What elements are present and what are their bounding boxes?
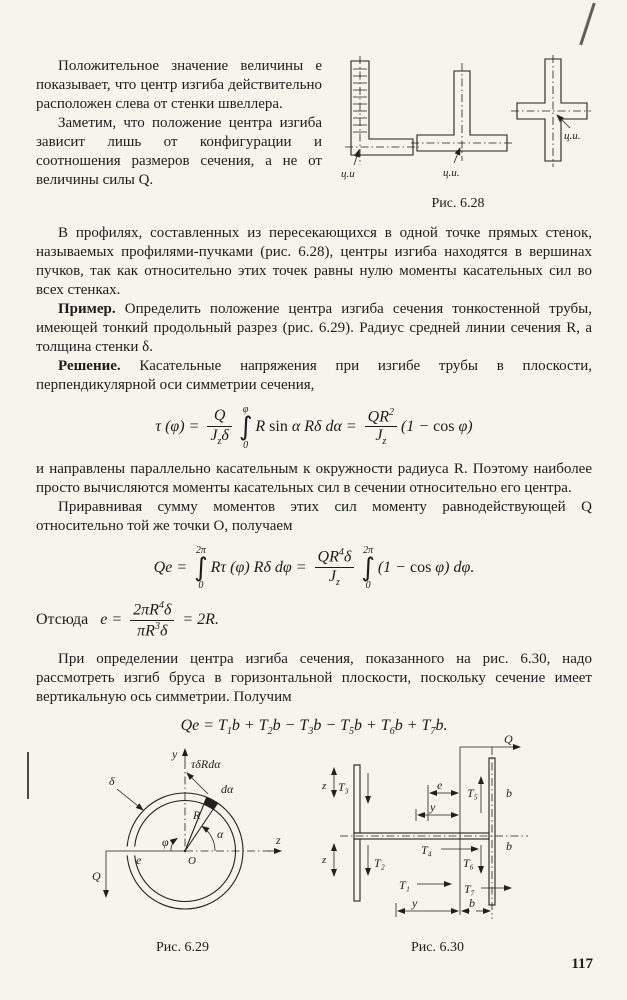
- phi-label: φ: [162, 835, 169, 849]
- e-dimension-label: e: [437, 778, 443, 792]
- profile-cross-section: [511, 55, 591, 167]
- z-axis-label: z: [276, 833, 281, 847]
- figure-6-30-caption: Рис. 6.30: [411, 940, 464, 955]
- q-force-label: Q: [92, 869, 101, 883]
- b-label-middle: b: [506, 839, 512, 853]
- example-paragraph: [36, 300, 592, 357]
- figure-6-29-caption: Рис. 6.29: [156, 940, 209, 955]
- paragraph-tangent-direction: и направлены параллельно касательным к окружности радиуса R. Поэтому наиболее просто вычисляются моменты касательных сил в сечении относительно его центра.: [36, 460, 592, 496]
- paragraph-bundle-profiles: В профилях, составленных из пересекающихся в одной точке прямых стенок, называемых профилями-пучками (рис. 6.28), центры изгиба находятся в вершинах пучков, так как относительно этих точек равны нулю моменты касательных сил во всех стенках.: [36, 225, 592, 298]
- b-label-top: b: [506, 786, 512, 800]
- example-label: Пример.: [58, 301, 116, 317]
- t3-label: T₃: [338, 780, 349, 794]
- q-force-label: Q: [504, 733, 513, 746]
- phi-arc: [171, 838, 177, 851]
- y-dimension-label-top: y: [430, 800, 436, 814]
- radius-label: R: [193, 808, 201, 822]
- z-dimension-label-bottom: z: [322, 854, 327, 866]
- formula-qe-sum: $Qe = T_1b + T_2b - T_3b - T_5b + T_6b + T_7b$.: [180, 716, 448, 737]
- b-label-bottom: b: [469, 896, 475, 910]
- top-left-column: [36, 57, 322, 190]
- solution-label: Решение.: [58, 358, 121, 374]
- formula-moment-integral: Qe = 2π ∫ 0 Rτ (φ) Rδ dφ = $\frac{QR^4\delta}{J_z}$ 2π ∫ 0 (1 − cos φ) dφ.: [153, 544, 475, 592]
- example-text: Определить положение центра изгиба сечения тонкостенной трубы, имеющей тонкий продольный разрез (рис. 6.29). Радиус средней линии сечения R, а толщина стенки δ.: [36, 301, 592, 355]
- figure-6-29-drawing: [70, 733, 295, 931]
- figure-6-30: [320, 733, 555, 956]
- t7-label: T₇: [464, 882, 475, 896]
- t6-label: T₆: [463, 856, 474, 870]
- delta-label: δ: [109, 774, 115, 788]
- figure-6-29: [70, 733, 295, 956]
- alpha-arc: [202, 826, 215, 851]
- dalpha-label: dα: [221, 782, 234, 796]
- shear-center-label-3: ц.и.: [564, 130, 581, 142]
- page-number: 117: [571, 956, 593, 972]
- t4-label: T₄: [421, 843, 432, 857]
- figure-6-30-drawing: [320, 733, 555, 931]
- figure-6-28: [323, 55, 593, 212]
- body-text: [36, 224, 592, 750]
- profile-angle-section: [341, 56, 419, 180]
- t5-label: T₅: [467, 786, 478, 800]
- solution-text: Касательные напряжения при изгибе трубы в плоскости, перпендикулярной оси симметрии сечения,: [36, 358, 592, 393]
- solution-paragraph: [36, 357, 592, 395]
- paragraph-note: Заметим, что положение центра изгиба зависит лишь от конфигурации и соотношения размеров сечения, а не от величины силы Q.: [36, 115, 322, 188]
- y-dimension-label-bottom: y: [412, 896, 418, 910]
- t2-label: T₂: [374, 856, 385, 870]
- scan-artifact-left-margin: [27, 752, 29, 799]
- alpha-label: α: [217, 827, 224, 841]
- center-point-label: O: [188, 855, 196, 867]
- paragraph-moment-equality: Приравнивая сумму моментов этих сил моменту равнодействующей Q относительно той же точки O, получаем: [36, 498, 592, 534]
- delta-pointer: [117, 789, 143, 810]
- shear-center-label-1: ц.и: [341, 168, 355, 180]
- e-dimension-label: e: [136, 853, 142, 867]
- y-axis-label: y: [172, 747, 178, 761]
- paragraph-fig630-case: При определении центра изгиба сечения, показанного на рис. 6.30, надо рассмотреть изгиб бруса в горизонтальной плоскости, поскольку сечение имеет вертикальную ось симметрии. Получим: [36, 650, 592, 705]
- paragraph-positive-value: Положительное значение величины e показывает, что центр изгиба действительно расположен слева от стенки швеллера.: [36, 58, 322, 112]
- t1-label: T₁: [399, 878, 410, 892]
- figure-6-28-caption: Рис. 6.28: [431, 196, 485, 211]
- tau-flow-arrow: [187, 773, 208, 794]
- formula-shear-stress: τ (φ) = $\frac{Q}{J_z\delta}$ φ ∫ 0 R sin α Rδ dα = $\frac{QR^2}{J_z}$ (1 − cos φ): [155, 404, 473, 451]
- center-point: [184, 850, 186, 852]
- formula-e-result: Отсюда e = $\frac{2\pi R^4\delta}{\pi R^3\delta}$ = 2R.: [36, 600, 219, 640]
- shear-center-label-2: ц.и.: [443, 167, 460, 179]
- scan-artifact-top-right: [579, 3, 595, 46]
- z-dimension-label-top: z: [322, 780, 327, 792]
- figure-6-28-drawing: [323, 55, 593, 187]
- tau-flow-label: τδRdα: [191, 757, 221, 771]
- profile-tee-section: [411, 63, 513, 179]
